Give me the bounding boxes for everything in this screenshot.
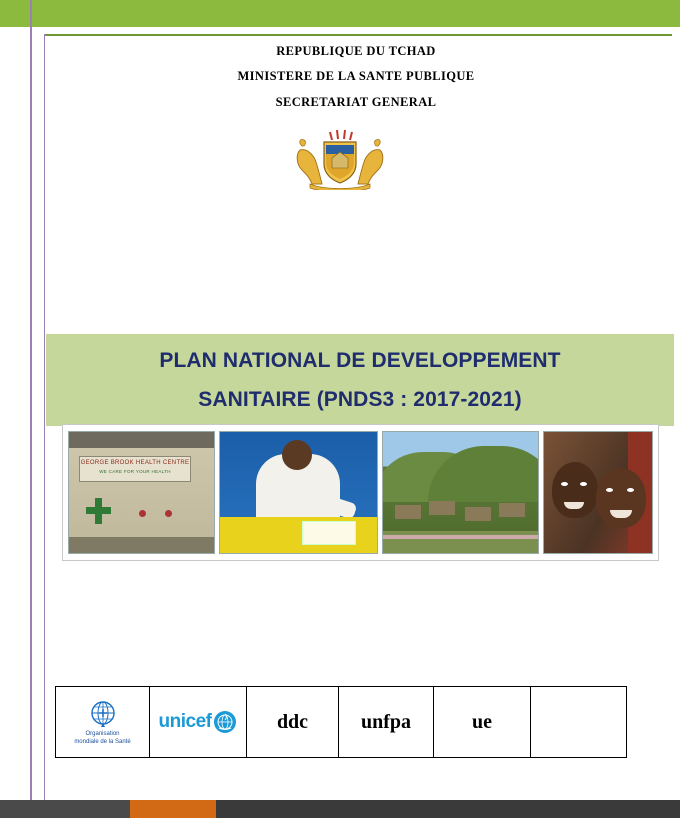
- left-purple-rule: [30, 0, 32, 800]
- document-title-line-1: PLAN NATIONAL DE DEVELOPPEMENT: [159, 349, 561, 372]
- partner-cell-unfpa: unfpa: [339, 687, 434, 758]
- header-white-gap: [0, 27, 680, 34]
- who-logo: [56, 699, 149, 745]
- unicef-logo-label: unicef: [158, 711, 212, 732]
- table-row: [56, 687, 627, 758]
- photo3-houses: [391, 501, 533, 529]
- photo3-roof-2: [429, 501, 455, 515]
- coat-of-arms-container: [0, 128, 680, 190]
- document-title-box: [46, 334, 674, 426]
- photo1-sign-subcaption: WE CARE FOR YOUR HEALTH: [99, 469, 171, 474]
- partners-table: [55, 686, 627, 758]
- header-line-ministry: MINISTERE DE LA SANTE PUBLIQUE: [237, 69, 475, 84]
- photo-health-worker-writing: [219, 431, 378, 554]
- photo1-roof: [69, 432, 214, 448]
- unicef-logo: [150, 710, 246, 734]
- photo1-wall: [69, 432, 214, 553]
- who-emblem-icon: [88, 699, 118, 729]
- photo3-roof-1: [395, 505, 421, 519]
- partner-cell-unicef: [150, 687, 247, 758]
- photo1-ground: [69, 537, 214, 553]
- document-title-line-2: SANITAIRE (PNDS3 : 2017-2021): [198, 388, 522, 411]
- photo3-roof-3: [465, 507, 491, 521]
- who-logo-label-2: mondiale de la Santé: [74, 739, 131, 745]
- photo3-fence: [383, 535, 538, 539]
- coat-of-arms-icon: [292, 128, 388, 190]
- partner-cell-who: [56, 687, 150, 758]
- photo2-paper: [302, 521, 356, 545]
- photo1-sign-caption: GEORGE BROOK HEALTH CENTRE: [80, 460, 190, 466]
- photo1-red-mark-1: [139, 510, 146, 517]
- photo4-child-2-face: [596, 468, 646, 528]
- photo2-person-head: [282, 440, 312, 470]
- who-logo-label-1: Organisation: [85, 731, 120, 737]
- photo-health-centre-building: [68, 431, 215, 554]
- document-top-border: [44, 34, 672, 36]
- bottom-taskbar-accent: [130, 800, 216, 818]
- partner-cell-empty: [531, 687, 627, 758]
- unicef-emblem-icon: [213, 710, 237, 734]
- partner-cell-ue: ue: [434, 687, 531, 758]
- header-line-secretariat: SECRETARIAT GENERAL: [275, 94, 437, 109]
- photo-village-landscape: [382, 431, 539, 554]
- header-line-country: REPUBLIQUE DU TCHAD: [276, 44, 436, 58]
- photo1-sign: [79, 456, 191, 482]
- photo3-roof-4: [499, 503, 525, 517]
- photo1-green-cross-horizontal: [86, 507, 111, 514]
- photo-strip: [62, 424, 659, 561]
- document-header: [46, 44, 666, 120]
- photo1-red-mark-2: [165, 510, 172, 517]
- photo-two-children: [543, 431, 653, 554]
- top-green-band: [0, 0, 680, 27]
- bottom-taskbar-left: [0, 800, 130, 818]
- photo4-child-1-face: [552, 462, 598, 518]
- partner-cell-ddc: ddc: [247, 687, 339, 758]
- top-green-band-inner: [0, 0, 680, 27]
